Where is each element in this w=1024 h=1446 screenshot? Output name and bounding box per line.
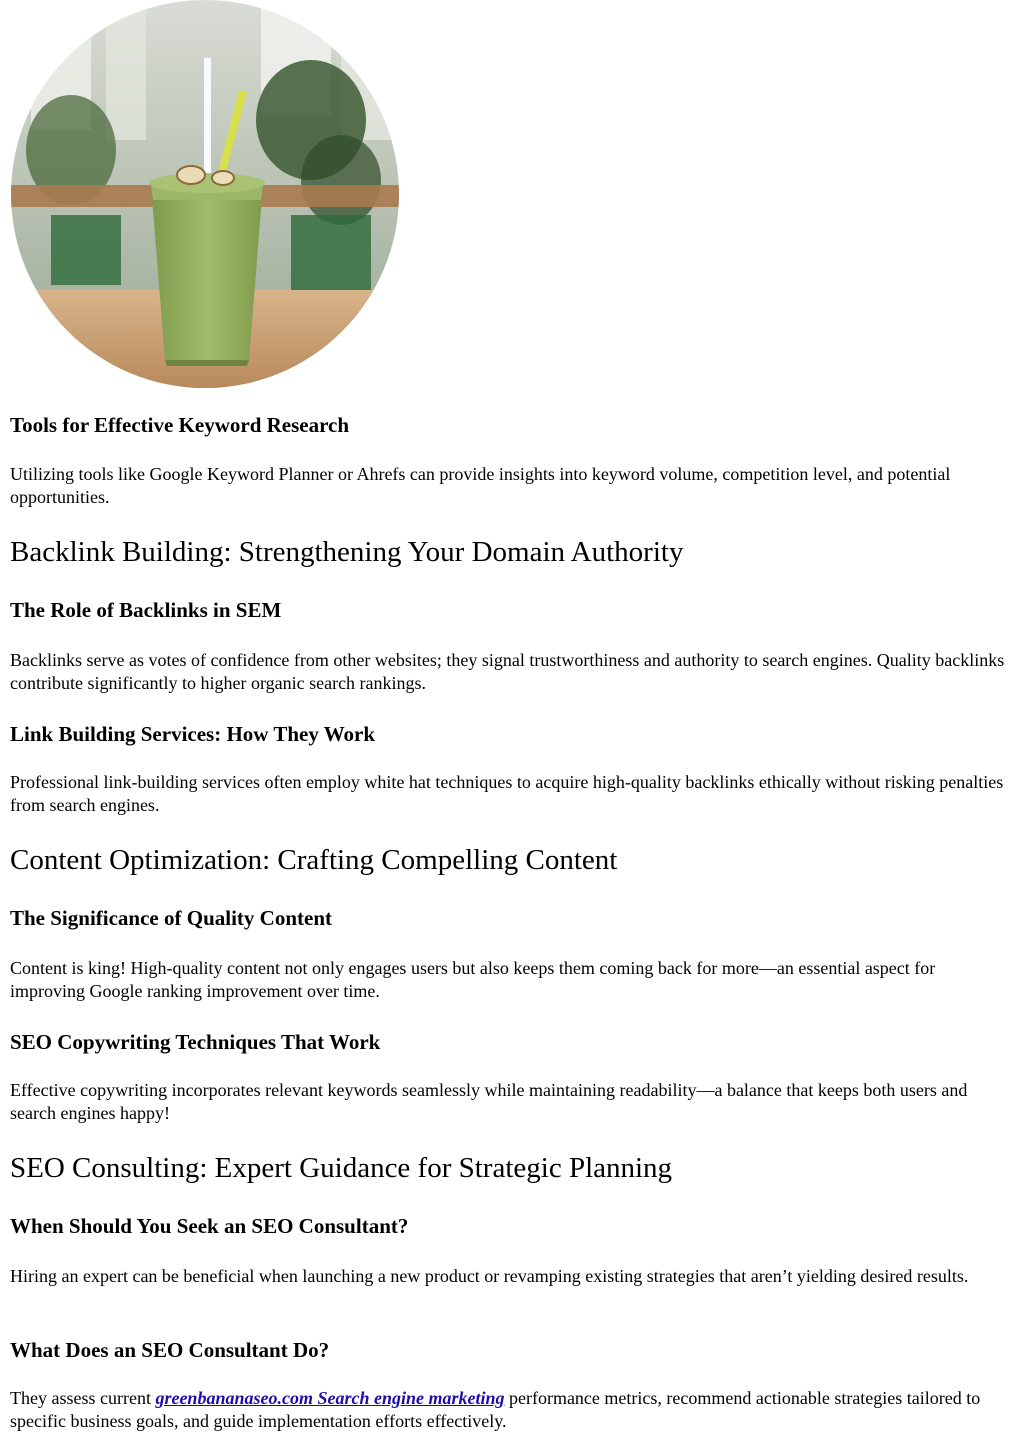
keyword-tools-body: Utilizing tools like Google Keyword Planner or Ahrefs can provide insights into keyword volume, competition level, and potential opportunities.	[10, 464, 951, 507]
consultant-what-heading: What Does an SEO Consultant Do?	[10, 1338, 330, 1362]
backlink-role-body: Backlinks serve as votes of confidence from other websites; they signal trustworthiness and authority to search engines. Quality backlinks contribute significantly to higher organic search rankings.	[10, 650, 1005, 693]
copywriting-heading: SEO Copywriting Techniques That Work	[10, 1030, 381, 1054]
consulting-title: SEO Consulting: Expert Guidance for Strategic Planning	[10, 1152, 673, 1184]
link-services-heading: Link Building Services: How They Work	[10, 722, 376, 746]
consultant-what-suffix: performance metrics, recommend actionable strategies tailored to specific business goals, and guide implementation efforts effectively.	[10, 1388, 981, 1431]
article	[10, 0, 1014, 1431]
hero-image	[11, 0, 399, 388]
quality-content-body: Content is king! High-quality content not only engages users but also keeps them coming back for more—an essential aspect for improving Google ranking improvement over time.	[10, 958, 936, 1001]
copywriting-body: Effective copywriting incorporates relevant keywords seamlessly while maintaining readability—a balance that keeps both users and search engines happy!	[10, 1080, 968, 1123]
consultant-when-heading: When Should You Seek an SEO Consultant?	[10, 1214, 409, 1238]
keyword-tools-heading: Tools for Effective Keyword Research	[10, 413, 350, 437]
backlink-title: Backlink Building: Strengthening Your Domain Authority	[10, 536, 684, 568]
sem-link[interactable]: greenbananaseo.com Search engine marketing	[155, 1388, 505, 1408]
content-title: Content Optimization: Crafting Compelling Content	[10, 844, 618, 876]
consultant-what-body	[10, 1387, 1014, 1433]
smoothie-illustration	[11, 0, 399, 388]
backlink-role-heading: The Role of Backlinks in SEM	[10, 598, 282, 622]
quality-content-heading: The Significance of Quality Content	[10, 906, 333, 930]
consultant-when-body: Hiring an expert can be beneficial when launching a new product or revamping existing strategies that aren’t yielding desired results.	[10, 1266, 969, 1286]
consultant-what-prefix: They assess current	[10, 1388, 156, 1408]
link-services-body: Professional link-building services often employ white hat techniques to acquire high-quality backlinks ethically without risking penalties from search engines.	[10, 772, 1004, 815]
